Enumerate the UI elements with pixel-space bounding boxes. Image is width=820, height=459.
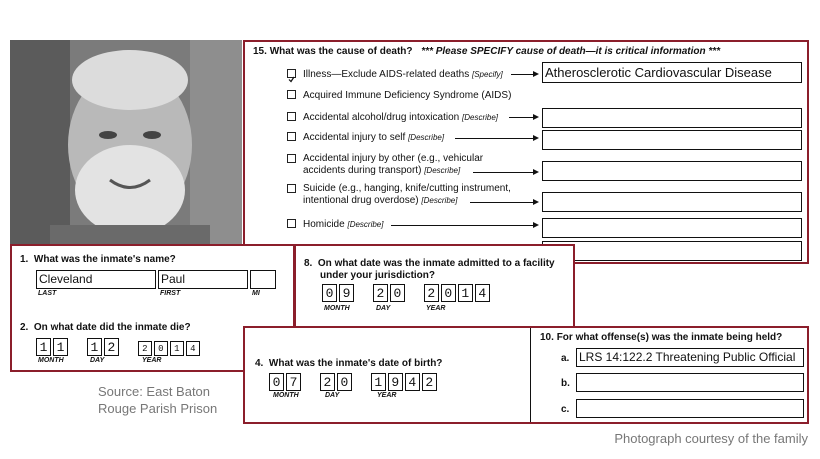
injury-self-checkbox[interactable]: [287, 132, 296, 141]
offense-b-field[interactable]: [576, 373, 804, 392]
arrow-icon: [533, 135, 539, 141]
inmate-photo: [10, 40, 242, 245]
suicide-field[interactable]: [542, 192, 802, 212]
mi-label: MI: [252, 290, 260, 297]
q15-heading: [253, 46, 720, 57]
homicide-option: Homicide [Describe]: [303, 219, 384, 230]
q10-heading: 10. For what offense(s) was the inmate being held?: [540, 332, 783, 343]
extra-field[interactable]: [542, 241, 802, 261]
death-month-digit[interactable]: 1: [36, 338, 51, 356]
injury-other-option: Accidental injury by other (e.g., vehicular accidents during transport) [Describe]: [303, 153, 484, 176]
middle-initial-field[interactable]: [250, 270, 276, 289]
alcohol-drug-checkbox[interactable]: [287, 112, 296, 121]
homicide-checkbox[interactable]: [287, 219, 296, 228]
birth-date-and-offense-section: [243, 326, 809, 424]
admit-month-digit[interactable]: 0: [322, 284, 337, 302]
admit-day-digit[interactable]: 0: [390, 284, 405, 302]
injury-other-checkbox[interactable]: [287, 154, 296, 163]
injury-self-field[interactable]: [542, 130, 802, 150]
suicide-checkbox[interactable]: [287, 184, 296, 193]
illness-option: Illness—Exclude AIDS-related deaths [Specify]: [303, 69, 503, 80]
admit-year-digit[interactable]: 1: [458, 284, 473, 302]
death-day-label: DAY: [90, 357, 105, 364]
arrow-line: [511, 74, 533, 75]
q4-heading: 4. What was the inmate's date of birth?: [255, 358, 443, 369]
birth-month-digit[interactable]: 7: [286, 373, 301, 391]
birth-month-label: MONTH: [273, 392, 299, 399]
arrow-line: [455, 138, 533, 139]
arrow-icon: [533, 222, 539, 228]
admission-date-boxes: [322, 284, 492, 302]
q8-heading: 8. On what date was the inmate admitted to a facility under your jurisdiction?: [304, 258, 555, 281]
birth-year-digit[interactable]: 4: [405, 373, 420, 391]
birth-date-boxes: [269, 373, 439, 391]
arrow-icon: [533, 199, 539, 205]
admit-year-digit[interactable]: 4: [475, 284, 490, 302]
death-month-label: MONTH: [38, 357, 64, 364]
death-month-digit[interactable]: 1: [53, 338, 68, 356]
arrow-line: [509, 117, 533, 118]
q2-heading: 2. On what date did the inmate die?: [20, 322, 191, 333]
q15-note: *** Please SPECIFY cause of death—it is critical information ***: [421, 46, 721, 57]
suicide-option: Suicide (e.g., hanging, knife/cutting instrument, intentional drug overdose) [Describe]: [303, 183, 511, 206]
death-date-boxes: [36, 338, 202, 356]
check-icon: [288, 76, 295, 83]
death-year-digit[interactable]: 2: [138, 341, 152, 356]
admit-month-label: MONTH: [324, 305, 350, 312]
illness-checkbox-checked[interactable]: [287, 69, 296, 78]
birth-day-label: DAY: [325, 392, 340, 399]
illness-cause-field[interactable]: Atherosclerotic Cardiovascular Disease: [542, 62, 802, 83]
injury-self-option: Accidental injury to self [Describe]: [303, 132, 445, 143]
arrow-line: [470, 202, 533, 203]
alcohol-drug-field[interactable]: [542, 108, 802, 128]
admit-year-label: YEAR: [426, 305, 446, 312]
offense-c-label: c.: [561, 404, 570, 415]
q15-number: 15.: [253, 46, 267, 57]
admission-date-section: [294, 244, 575, 330]
birth-year-digit[interactable]: 1: [371, 373, 386, 391]
offense-a-field[interactable]: LRS 14:122.2 Threatening Public Official: [576, 348, 804, 367]
aids-checkbox[interactable]: [287, 90, 296, 99]
birth-day-digit[interactable]: 2: [320, 373, 335, 391]
homicide-field[interactable]: [542, 218, 802, 238]
death-day-digit[interactable]: 2: [104, 338, 119, 356]
admit-day-digit[interactable]: 2: [373, 284, 388, 302]
injury-other-field[interactable]: [542, 161, 802, 181]
death-year-digit[interactable]: 1: [170, 341, 184, 356]
arrow-line: [391, 225, 533, 226]
aids-option: Acquired Immune Deficiency Syndrome (AIDS): [303, 90, 512, 101]
death-year-label: YEAR: [142, 357, 162, 364]
admit-year-digit[interactable]: 0: [441, 284, 456, 302]
arrow-icon: [533, 169, 539, 175]
alcohol-drug-option: Accidental alcohol/drug intoxication [Describe]: [303, 112, 499, 123]
offense-c-field[interactable]: [576, 399, 804, 418]
photo-credit: Photograph courtesy of the family: [614, 431, 808, 446]
first-label: FIRST: [160, 290, 181, 297]
admit-year-digit[interactable]: 2: [424, 284, 439, 302]
death-year-digit[interactable]: 0: [154, 341, 168, 356]
death-year-digit[interactable]: 4: [186, 341, 200, 356]
offense-a-label: a.: [561, 353, 570, 364]
arrow-line: [473, 172, 533, 173]
source-caption: Source: East Baton Rouge Parish Prison: [98, 384, 218, 416]
last-name-field[interactable]: Cleveland: [36, 270, 156, 289]
birth-month-digit[interactable]: 0: [269, 373, 284, 391]
arrow-icon: [533, 114, 539, 120]
last-label: LAST: [38, 290, 57, 297]
admit-month-digit[interactable]: 9: [339, 284, 354, 302]
birth-year-digit[interactable]: 9: [388, 373, 403, 391]
offense-b-label: b.: [561, 378, 570, 389]
death-day-digit[interactable]: 1: [87, 338, 102, 356]
q15-question: What was the cause of death?: [269, 46, 413, 57]
birth-year-label: YEAR: [377, 392, 397, 399]
arrow-icon: [533, 71, 539, 77]
first-name-field[interactable]: Paul: [158, 270, 248, 289]
portrait-illustration: [10, 40, 242, 245]
admit-day-label: DAY: [376, 305, 391, 312]
section-divider: [530, 328, 531, 422]
birth-day-digit[interactable]: 0: [337, 373, 352, 391]
q1-heading: 1. What was the inmate's name?: [20, 254, 176, 265]
birth-year-digit[interactable]: 2: [422, 373, 437, 391]
cause-of-death-section: [243, 40, 809, 264]
